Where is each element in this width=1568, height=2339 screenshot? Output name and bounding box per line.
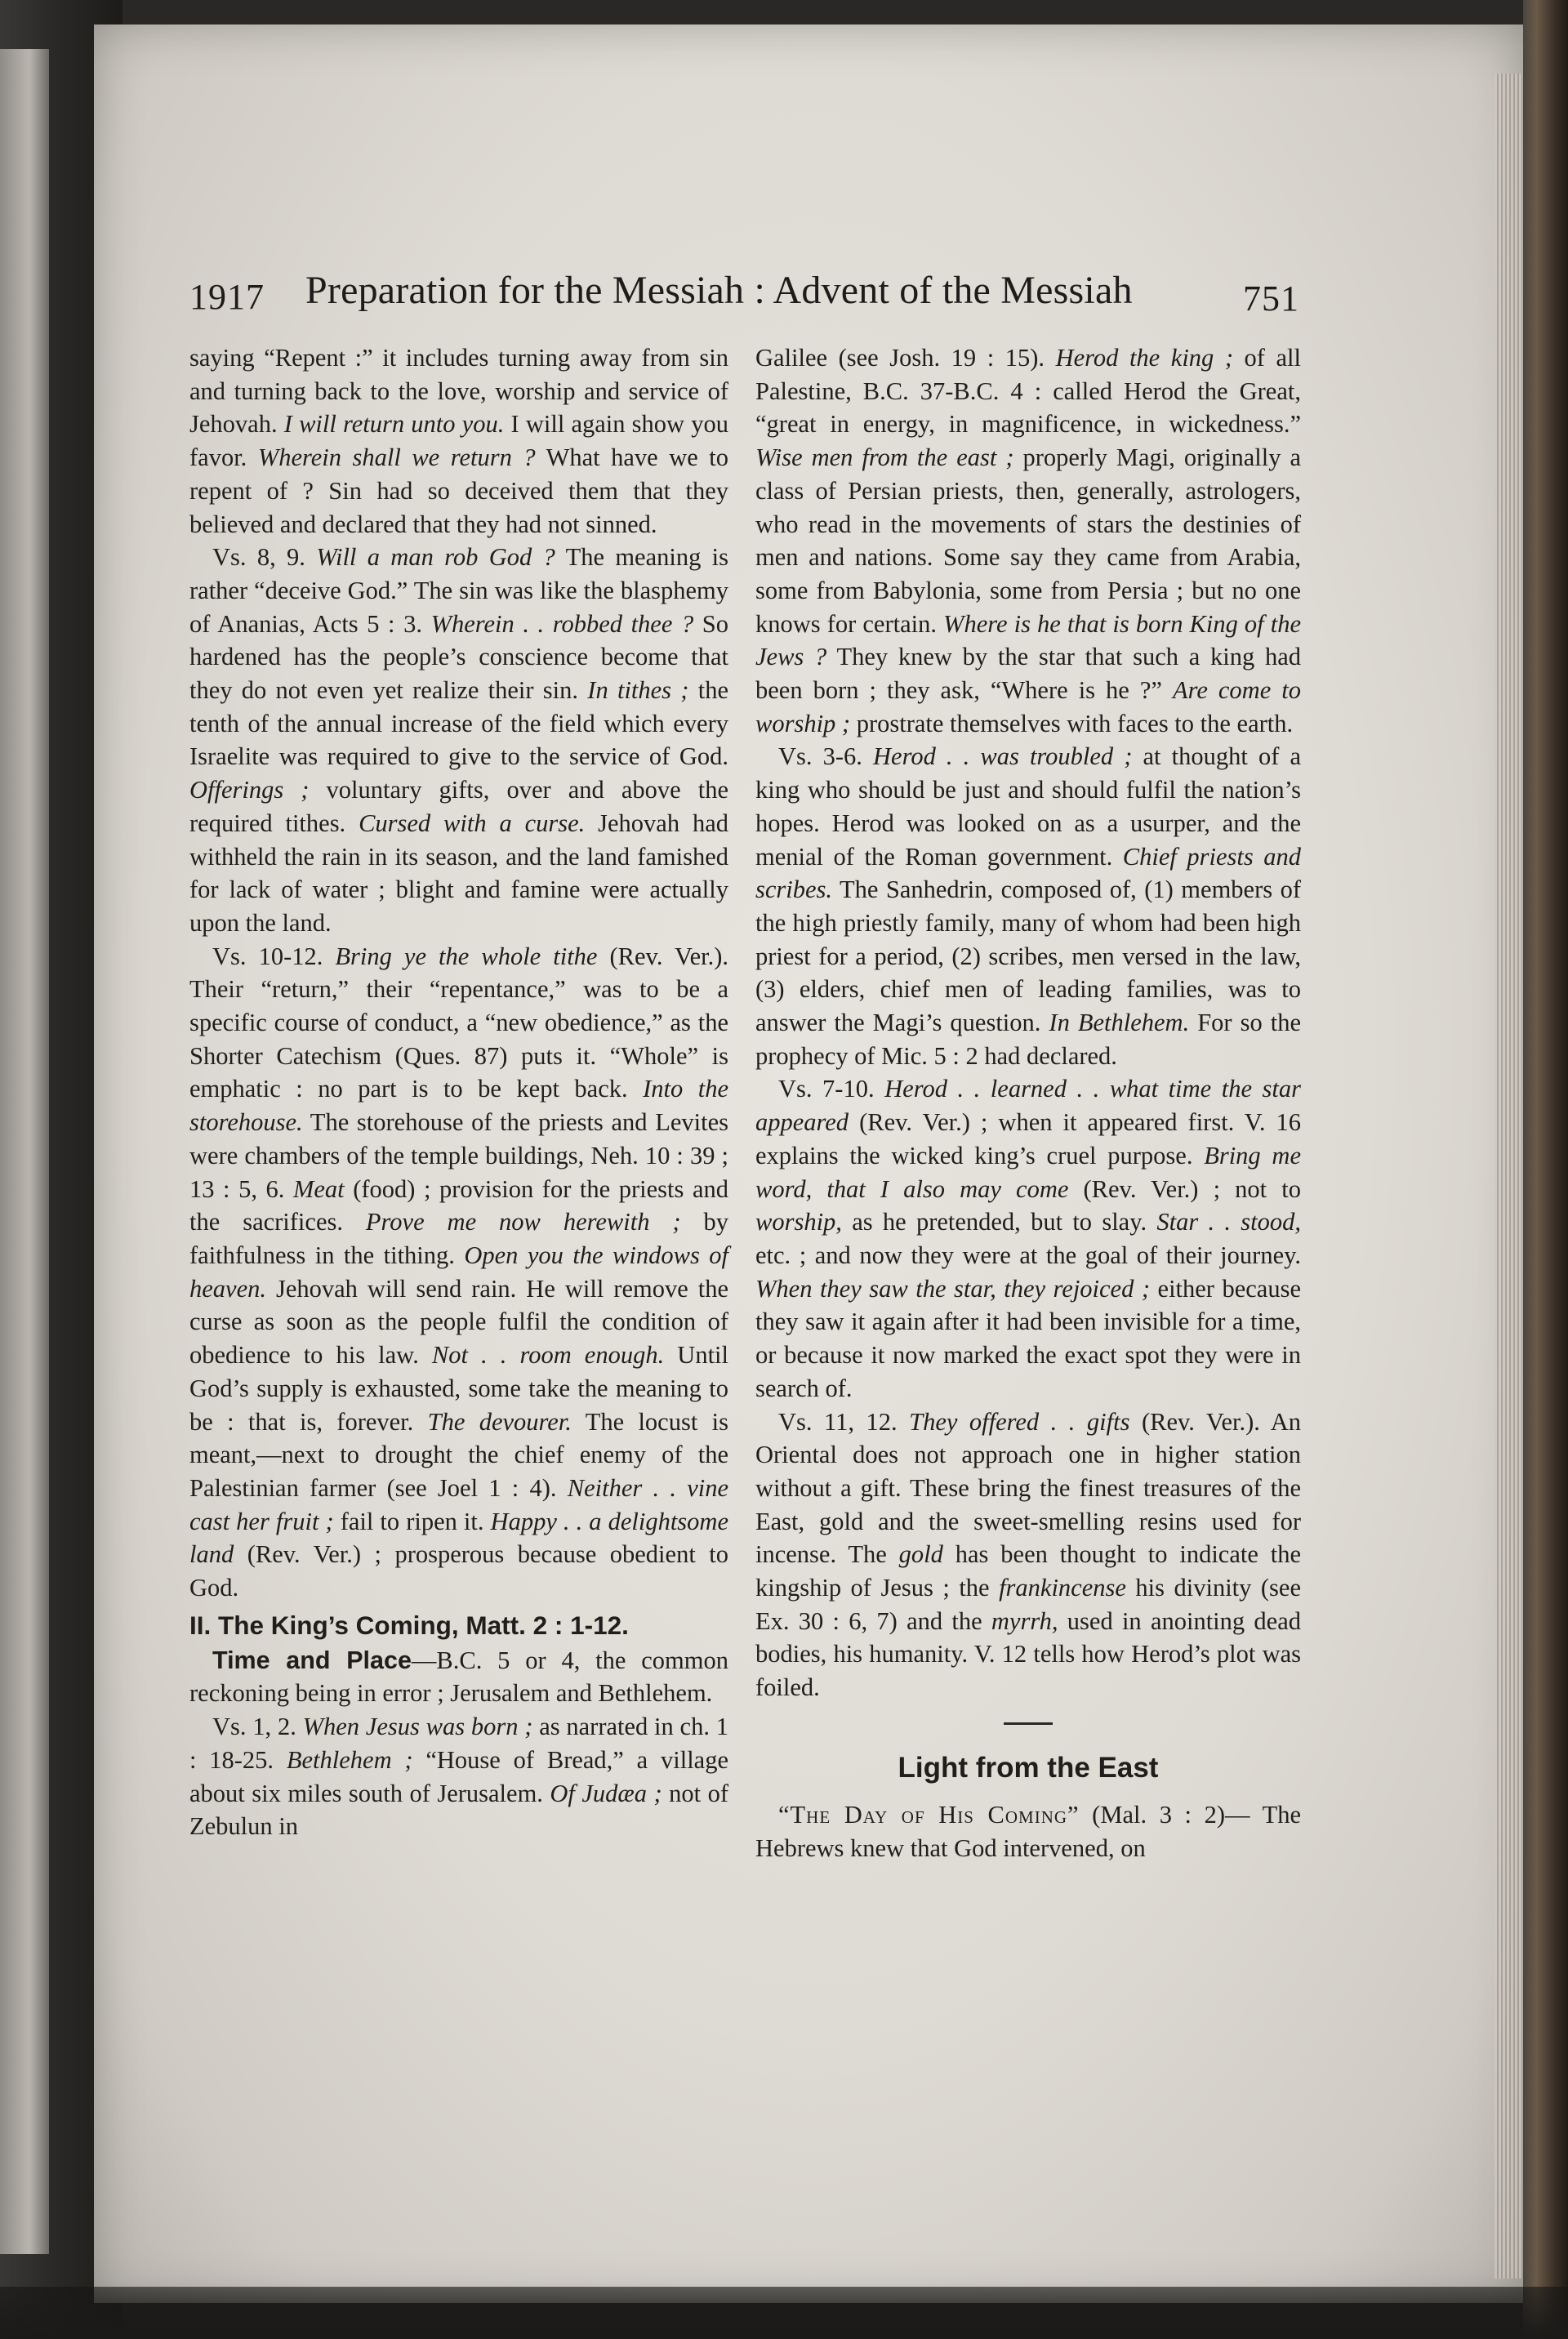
page-stack-edge [1494, 74, 1522, 2279]
header-year: 1917 [189, 277, 265, 317]
right-column [755, 341, 1301, 1865]
left-page-edge [0, 49, 49, 2254]
subheading: Time and Place [212, 1646, 412, 1674]
paragraph: Galilee (see Josh. 19 : 15). Herod the king ; of all Palestine, B.C. 37-B.C. 4 : called Herod the Great, “great in energy, in magnificence, in wickedness.” Wise men from the east ; properly Magi, originally a class of Persian priests, then, generally, astrologers, who read in the movements of stars the destinies of men and nations. Some say they came from Arabia, some from Babylonia, some from Persia ; but no one knows for certain. Where is he that is born King of the Jews ? They knew by the star that such a king had been born ; they ask, “Where is he ?” Are come to worship ; prostrate themselves with faces to the earth. [755, 344, 1302, 737]
header-title: Preparation for the Messiah : Advent of the Messiah [305, 269, 1133, 312]
binding-right [1523, 0, 1568, 2339]
section-heading: II. The King’s Coming, Matt. 2 : 1-12. [189, 1610, 629, 1640]
page-number: 751 [1243, 278, 1299, 319]
paragraph: Vs. 11, 12. They offered . . gifts (Rev. Ver.). An Oriental does not approach one in higher station without a gift. These bring the finest treasures of the East, gold and the sweet-smelling resins used for incense. The gold has been thought to indicate the kingship of Jesus ; the frankincense his divinity (see Ex. 30 : 6, 7) and the myrrh, used in anointing dead bodies, his humanity. V. 12 tells how Herod’s plot was foiled. [755, 1407, 1301, 1702]
paragraph: Vs. 1, 2. When Jesus was born ; as narrated in ch. 1 : 18-25. Bethlehem ; “House of Bread,” a village about six miles south of Jerusalem. Of Judæa ; not of Zebulun in [189, 1713, 728, 1841]
paragraph: “The Day of His Coming” (Mal. 3 : 2)— The Hebrews knew that God intervened, on [755, 1800, 1301, 1862]
section-heading-light-from-the-east: Light from the East [898, 1751, 1159, 1784]
running-header [189, 268, 1300, 325]
paragraph: Time and Place—B.C. 5 or 4, the common reckoning being in error ; Jerusalem and Bethlehem. [189, 1646, 729, 1708]
paragraph: Vs. 3-6. Herod . . was troubled ; at thought of a king who should be just and should fulfil the nation’s hopes. Herod was looked on as a usurper, and the menial of the Roman government. Chief priests and scribes. The Sanhedrin, composed of, (1) members of the high priestly family, many of whom had been high priest for a period, (2) scribes, men versed in the law, (3) elders, chief men of leading families, was to answer the Magi’s question. In Bethlehem. For so the prophecy of Mic. 5 : 2 had declared. [755, 742, 1302, 1070]
paragraph: Vs. 7-10. Herod . . learned . . what time the star appeared (Rev. Ver.) ; when it appeared first. V. 16 explains the wicked king’s cruel purpose. Bring me word, that I also may come (Rev. Ver.) ; not to worship, as he pretended, but to slay. Star . . stood, etc. ; and now they were at the goal of their journey. When they saw the star, they rejoiced ; either because they saw it again after it had been invisible for a time, or because it now marked the exact spot they were in search of. [755, 1075, 1301, 1402]
paragraph: Vs. 8, 9. Will a man rob God ? The meaning is rather “deceive God.” The sin was like the blasphemy of Ananias, Acts 5 : 3. Wherein . . robbed thee ? So hardened has the people’s conscience become that they do not even yet realize their sin. In tithes ; the tenth of the annual increase of the field which every Israelite was required to give to the service of God. Offerings ; voluntary gifts, over and above the required tithes. Cursed with a curse. Jehovah had withheld the rain in its season, and the land famished for lack of water ; blight and famine were actually upon the land. [189, 543, 729, 937]
bottom-shadow [0, 2287, 1568, 2339]
section-divider [1004, 1722, 1053, 1725]
paragraph: Vs. 10-12. Bring ye the whole tithe (Rev. Ver.). Their “return,” their “repentance,” was to be a specific course of conduct, a “new obedience,” as the Shorter Catechism (Ques. 87) puts it. “Whole” is emphatic : no part is to be kept back. Into the storehouse. The storehouse of the priests and Levites were chambers of the temple buildings, Neh. 10 : 39 ; 13 : 5, 6. Meat (food) ; provision for the priests and the sacrifices. Prove me now herewith ; by faithfulness in the tithing. Open you the windows of heaven. Jehovah will send rain. He will remove the curse as soon as the people fulfil the condition of obedience to his law. Not . . room enough. Until God’s supply is exhausted, some take the meaning to be : that is, forever. The devourer. The locust is meant,—next to drought the chief enemy of the Palestinian farmer (see Joel 1 : 4). Neither . . vine cast her fruit ; fail to ripen it. Happy . . a delightsome land (Rev. Ver.) ; prosperous because obedient to God. [189, 942, 729, 1602]
left-column [189, 341, 728, 1843]
paragraph: saying “Repent :” it includes turning away from sin and turning back to the love, worship and service of Jehovah. I will return unto you. I will again show you favor. Wherein shall we return ? What have we to repent of ? Sin had so deceived them that they believed and declared that they had not sinned. [189, 344, 728, 538]
